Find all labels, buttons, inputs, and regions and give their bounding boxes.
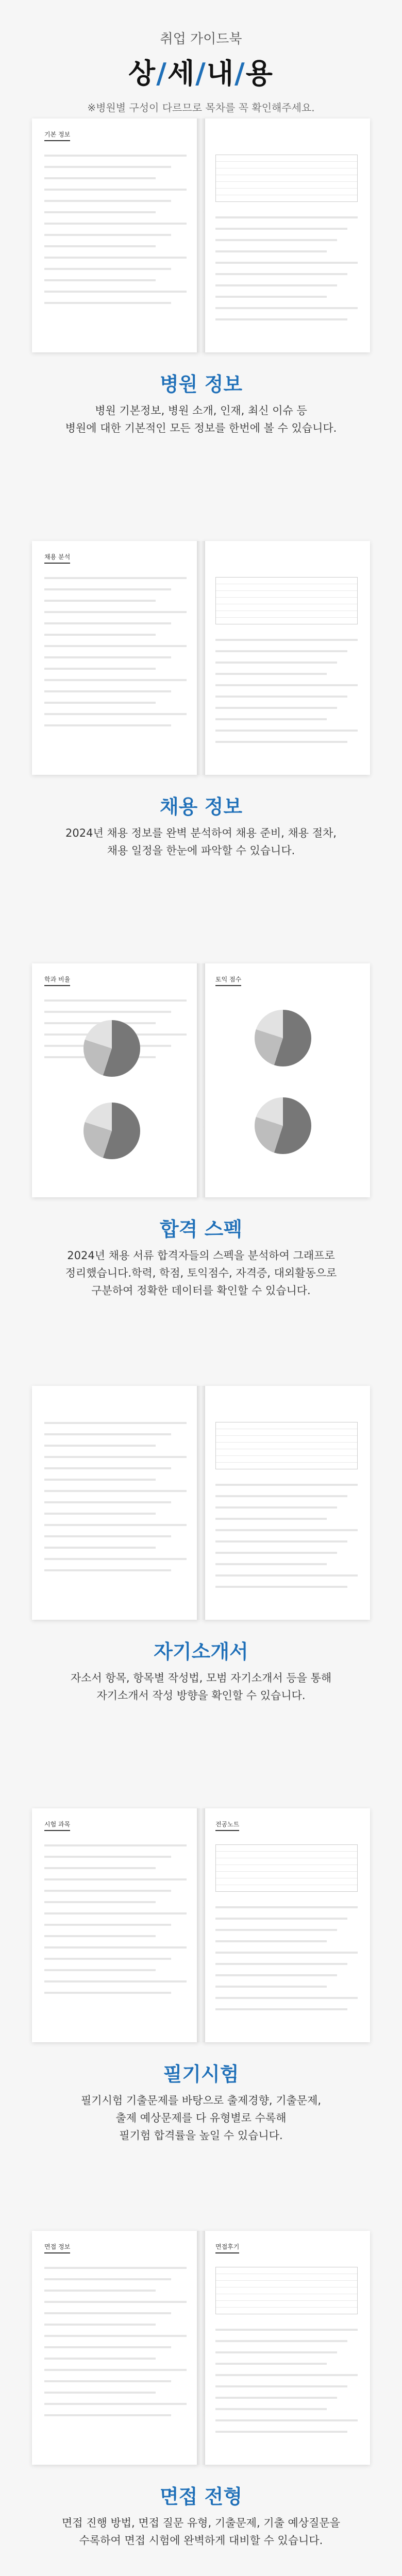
text-line bbox=[215, 239, 337, 241]
text-line bbox=[215, 2408, 327, 2410]
text-line bbox=[215, 718, 327, 720]
text-line bbox=[44, 1878, 187, 1880]
text-line bbox=[215, 1974, 337, 1976]
text-line bbox=[215, 696, 347, 698]
book-gutter bbox=[197, 2231, 205, 2465]
text-line bbox=[215, 1563, 327, 1565]
table-graphic bbox=[215, 1844, 358, 1892]
text-line bbox=[215, 662, 337, 664]
text-line bbox=[44, 2380, 171, 2382]
book-gutter bbox=[197, 118, 205, 352]
text-line bbox=[215, 1529, 358, 1531]
page-heading: 시험 과목 bbox=[44, 1820, 70, 1831]
text-line bbox=[44, 1422, 187, 1424]
text-line bbox=[44, 577, 187, 579]
description-line: 수록하여 면접 시험에 완벽하게 대비할 수 있습니다. bbox=[79, 2534, 323, 2547]
text-line bbox=[44, 2278, 171, 2280]
page-heading: 기본 정보 bbox=[44, 130, 70, 141]
text-line bbox=[44, 999, 187, 1002]
text-line bbox=[44, 668, 156, 670]
book-page-left bbox=[32, 118, 199, 352]
description-line: 병원에 대한 기본적인 모든 정보를 한번에 볼 수 있습니다. bbox=[65, 422, 337, 434]
book-page-left bbox=[32, 541, 199, 775]
table-graphic bbox=[215, 155, 358, 202]
text-line bbox=[44, 234, 171, 236]
title-char: 상 bbox=[128, 57, 157, 90]
text-line bbox=[215, 2385, 347, 2387]
book-page-left bbox=[32, 2231, 199, 2465]
text-line bbox=[215, 273, 347, 275]
text-line bbox=[44, 2312, 171, 2314]
book-page-left bbox=[32, 1808, 199, 2042]
section-description bbox=[31, 2514, 371, 2549]
text-line bbox=[44, 2392, 156, 2394]
text-line bbox=[215, 1518, 327, 1520]
text-line bbox=[44, 1992, 171, 1994]
text-line bbox=[44, 166, 171, 168]
text-line bbox=[44, 724, 171, 726]
text-line bbox=[215, 284, 337, 286]
text-line bbox=[44, 1569, 171, 1571]
text-line bbox=[44, 200, 171, 202]
text-line bbox=[215, 1540, 347, 1543]
book-page-left bbox=[32, 963, 199, 1197]
book-page-right bbox=[203, 1386, 370, 1620]
text-line bbox=[215, 296, 327, 298]
text-line bbox=[44, 656, 171, 658]
text-line bbox=[44, 1958, 171, 1960]
section-description bbox=[31, 824, 371, 859]
section-title: 채용 정보 bbox=[159, 795, 243, 818]
text-line bbox=[215, 2363, 327, 2365]
text-line bbox=[215, 1997, 358, 1999]
text-line bbox=[44, 1844, 187, 1846]
text-line bbox=[44, 1912, 187, 1914]
text-line bbox=[44, 2335, 187, 2337]
content-section bbox=[0, 2221, 402, 2576]
text-line bbox=[215, 1552, 337, 1554]
text-line bbox=[215, 1940, 327, 1942]
text-line bbox=[44, 223, 187, 225]
pie-chart-graphic bbox=[255, 1010, 311, 1066]
text-line bbox=[215, 650, 347, 652]
text-line bbox=[44, 2301, 187, 2303]
text-line bbox=[44, 1547, 156, 1549]
pie-chart-graphic bbox=[255, 1097, 311, 1154]
pie-chart-graphic bbox=[83, 1020, 140, 1077]
text-line bbox=[215, 2351, 337, 2353]
text-line bbox=[44, 257, 187, 259]
section-description bbox=[31, 1247, 371, 1299]
text-line bbox=[44, 1867, 156, 1869]
page-heading: 토익 점수 bbox=[215, 975, 241, 986]
text-line bbox=[215, 1906, 358, 1908]
page-heading: 학과 비율 bbox=[44, 975, 70, 986]
text-line bbox=[215, 1495, 347, 1497]
text-line bbox=[215, 684, 358, 686]
page-heading: 면접후기 bbox=[215, 2242, 239, 2253]
book-preview-image bbox=[32, 2231, 370, 2465]
text-line bbox=[215, 2340, 347, 2342]
text-line bbox=[44, 1969, 156, 1971]
text-line bbox=[215, 228, 347, 230]
text-line bbox=[44, 1558, 187, 1560]
page-heading: 채용 분석 bbox=[44, 552, 70, 564]
text-line bbox=[44, 291, 187, 293]
book-page-right bbox=[203, 963, 370, 1197]
book-page-right bbox=[203, 1808, 370, 2042]
text-line bbox=[215, 707, 337, 709]
text-line bbox=[44, 1445, 156, 1447]
text-line bbox=[215, 1929, 337, 1931]
text-line bbox=[44, 1490, 187, 1492]
text-line bbox=[44, 1467, 171, 1469]
text-line bbox=[44, 634, 156, 636]
description-line: 2024년 채용 정보를 완벽 분석하여 채용 준비, 채용 절차, bbox=[65, 827, 337, 839]
text-line bbox=[215, 730, 358, 732]
title-char: 용 bbox=[245, 57, 274, 90]
text-line bbox=[44, 1456, 187, 1458]
text-line bbox=[215, 216, 358, 218]
description-line: 면접 진행 방법, 면접 질문 유형, 기출문제, 기출 예상질문을 bbox=[61, 2517, 340, 2529]
book-gutter bbox=[197, 1386, 205, 1620]
table-graphic bbox=[215, 577, 358, 624]
description-line: 자기소개서 작성 방향을 확인할 수 있습니다. bbox=[96, 1689, 306, 1702]
text-line bbox=[215, 639, 358, 641]
content-section bbox=[0, 953, 402, 1376]
text-line bbox=[44, 2346, 171, 2348]
text-line bbox=[44, 645, 187, 647]
text-line bbox=[215, 1574, 358, 1577]
description-line: 2024년 채용 서류 합격자들의 스펙을 분석하여 그래프로 bbox=[67, 1249, 335, 1262]
text-line bbox=[44, 588, 171, 590]
text-line bbox=[44, 1890, 171, 1892]
text-line bbox=[215, 1918, 347, 1920]
text-line bbox=[44, 1011, 171, 1013]
page-heading: 전공노트 bbox=[215, 1820, 239, 1831]
text-line bbox=[215, 1506, 337, 1509]
content-section bbox=[0, 108, 402, 531]
description-line: 자소서 항목, 항목별 작성법, 모범 자기소개서 등을 통해 bbox=[70, 1672, 332, 1684]
text-line bbox=[44, 302, 171, 304]
text-line bbox=[44, 1901, 156, 1903]
text-line bbox=[44, 268, 171, 270]
text-line bbox=[44, 245, 156, 247]
description-line: 정리했습니다.학력, 학점, 토익점수, 자격증, 대외활동으로 bbox=[65, 1267, 337, 1279]
description-line: 필기시험 기출문제를 바탕으로 출제경향, 기출문제, bbox=[80, 2094, 322, 2107]
text-line bbox=[44, 611, 187, 613]
book-gutter bbox=[197, 541, 205, 775]
text-line bbox=[44, 702, 156, 704]
text-line bbox=[215, 741, 347, 743]
content-section bbox=[0, 531, 402, 953]
text-line bbox=[215, 250, 327, 252]
section-title: 면접 전형 bbox=[159, 2485, 243, 2508]
book-preview-image bbox=[32, 541, 370, 775]
title-char: 내 bbox=[206, 57, 235, 90]
description-line: 병원 기본정보, 병원 소개, 인재, 최신 이슈 등 bbox=[95, 404, 307, 417]
text-line bbox=[44, 690, 171, 692]
text-line bbox=[44, 211, 156, 213]
text-line bbox=[44, 713, 187, 715]
text-line bbox=[215, 2431, 347, 2433]
book-gutter bbox=[197, 963, 205, 1197]
title-sep: / bbox=[156, 57, 167, 90]
text-line bbox=[215, 318, 347, 320]
table-graphic bbox=[215, 2267, 358, 2314]
book-preview-image bbox=[32, 963, 370, 1197]
section-description bbox=[31, 2092, 371, 2144]
text-line bbox=[44, 1479, 156, 1481]
text-line bbox=[44, 2414, 171, 2416]
header-subtitle: 취업 가이드북 bbox=[160, 31, 242, 47]
section-title: 필기시험 bbox=[163, 2063, 239, 2086]
book-preview-image bbox=[32, 1808, 370, 2042]
text-line bbox=[44, 2324, 156, 2326]
text-line bbox=[44, 1856, 171, 1858]
text-line bbox=[215, 673, 327, 675]
book-page-left bbox=[32, 1386, 199, 1620]
text-line bbox=[44, 2403, 187, 2405]
section-description bbox=[31, 402, 371, 437]
text-line bbox=[215, 2329, 358, 2331]
header-note: ※병원별 구성이 다르므로 목차를 꼭 확인해주세요. bbox=[87, 101, 315, 114]
text-line bbox=[44, 2267, 187, 2269]
book-gutter bbox=[197, 1808, 205, 2042]
text-line bbox=[44, 155, 187, 157]
header bbox=[0, 0, 402, 114]
table-graphic bbox=[215, 1422, 358, 1469]
text-line bbox=[44, 600, 156, 602]
page-heading: 면접 정보 bbox=[44, 2242, 70, 2253]
text-line bbox=[44, 2290, 156, 2292]
text-line bbox=[215, 262, 358, 264]
book-preview-image bbox=[32, 118, 370, 352]
text-line bbox=[215, 1952, 358, 1954]
text-line bbox=[215, 2374, 358, 2376]
text-line bbox=[44, 1433, 171, 1435]
text-line bbox=[44, 2369, 187, 2371]
book-page-right bbox=[203, 2231, 370, 2465]
header-title bbox=[0, 52, 402, 91]
text-line bbox=[44, 1980, 187, 1982]
text-line bbox=[215, 1963, 347, 1965]
content-section bbox=[0, 1376, 402, 1798]
text-line bbox=[44, 279, 156, 281]
text-line bbox=[44, 1924, 171, 1926]
description-line: 필기험 합격률을 높일 수 있습니다. bbox=[119, 2129, 283, 2142]
section-title: 합격 스펙 bbox=[159, 1218, 243, 1241]
text-line bbox=[215, 2397, 337, 2399]
text-line bbox=[44, 1501, 171, 1503]
text-line bbox=[215, 2008, 347, 2010]
description-line: 채용 일정을 한눈에 파악할 수 있습니다. bbox=[107, 844, 295, 857]
text-line bbox=[44, 679, 187, 681]
content-section bbox=[0, 1798, 402, 2221]
title-char: 세 bbox=[167, 57, 196, 90]
book-preview-image bbox=[32, 1386, 370, 1620]
section-title: 병원 정보 bbox=[159, 373, 243, 396]
text-line bbox=[215, 2419, 358, 2421]
text-line bbox=[215, 1986, 327, 1988]
text-line bbox=[44, 1535, 171, 1537]
text-line bbox=[44, 1935, 156, 1937]
title-sep: / bbox=[195, 57, 207, 90]
section-description bbox=[31, 1669, 371, 1704]
text-line bbox=[44, 189, 187, 191]
text-line bbox=[215, 307, 358, 309]
pie-chart-graphic bbox=[83, 1103, 140, 1159]
description-line: 출제 예상문제를 다 유형별로 수록해 bbox=[115, 2112, 287, 2124]
title-sep: / bbox=[234, 57, 246, 90]
text-line bbox=[44, 1946, 187, 1948]
text-line bbox=[44, 1513, 156, 1515]
text-line bbox=[44, 177, 156, 179]
text-line bbox=[44, 1524, 187, 1526]
text-line bbox=[215, 1484, 358, 1486]
book-page-right bbox=[203, 118, 370, 352]
text-line bbox=[215, 1586, 347, 1588]
book-page-right bbox=[203, 541, 370, 775]
section-title: 자기소개서 bbox=[154, 1640, 248, 1663]
text-line bbox=[44, 622, 171, 624]
description-line: 구분하여 정확한 데이터를 확인할 수 있습니다. bbox=[91, 1284, 311, 1297]
text-line bbox=[44, 2358, 156, 2360]
